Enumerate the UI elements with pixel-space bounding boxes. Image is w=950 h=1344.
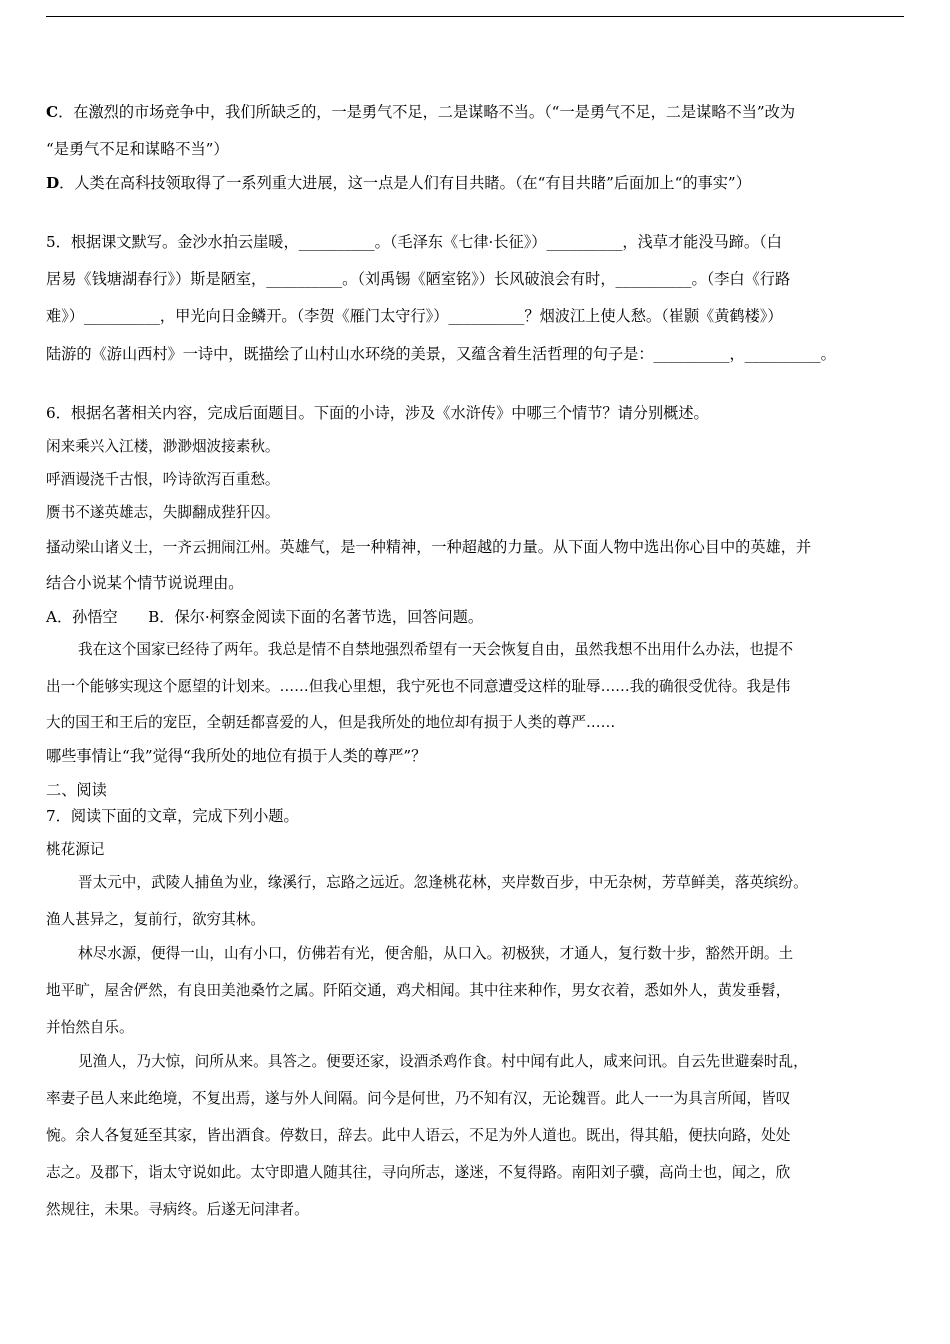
poem-line-4: 搔动梁山诸义士，一齐云拥闹江州。 (46, 539, 280, 556)
option-d-label: D (46, 174, 60, 192)
hero-question: 英雄气，是一种精神，一种超越的力量。从下面人物中选出你心目中的英雄，并 (279, 538, 812, 556)
para2-line-1: 林尽水源，便得一山，山有小口，仿佛若有光，便舍船，从口入。初极狭，才通人，复行数十步，豁然开朗。土 (78, 945, 794, 962)
q7-prompt: 7．阅读下面的文章，完成下列小题。 (46, 807, 299, 825)
q6-prompt: 6．根据名著相关内容，完成后面题目。下面的小诗，涉及《水浒传》中哪三个情节？请分别概述。 (46, 404, 709, 422)
para3-line-3: 惋。余人各复延至其家，皆出酒食。停数日，辞去。此中人语云，不足为外人道也。既出，得其船，便扶向路，处处 (46, 1127, 791, 1144)
option-c-label: C (46, 103, 59, 121)
article-title: 桃花源记 (46, 841, 105, 858)
header-rule (46, 16, 904, 17)
para3-line-1: 见渔人，乃大惊，问所从来。具答之。便要还家，设酒杀鸡作食。村中闻有此人，咸来问讯。自云先世避秦时乱， (78, 1053, 808, 1070)
para2-line-3: 并怡然自乐。 (46, 1019, 134, 1036)
q5-line4: 陆游的《游山西村》一诗中，既描绘了山村山水环绕的美景，又蕴含着生活哲理的句子是：__________，__________。 (46, 345, 836, 363)
hero-question-line2: 结合小说某个情节说说理由。 (46, 574, 244, 592)
para1-line-2: 渔人甚异之，复前行，欲穷其林。 (46, 911, 265, 928)
option-c-text: ．在激烈的市场竞争中，我们所缺乏的，一是勇气不足，二是谋略不当。（“一是勇气不足，二是谋略不当”改为 (58, 103, 796, 121)
para1-line-1: 晋太元中，武陵人捕鱼为业，缘溪行，忘路之远近。忽逢桃花林，夹岸数百步，中无杂树，芳草鲜美，落英缤纷。 (78, 874, 808, 891)
poem-line-4-with-hero-question (46, 537, 811, 558)
poem-line-3: 赝书不遂英雄志，失脚翻成狴犴囚。 (46, 504, 280, 521)
q4-option-c-line2: “是勇气不足和谋略不当”） (46, 140, 229, 158)
option-d-text: ．人类在高科技领取得了一系列重大进展，这一点是人们有目共睹。（在“有目共睹”后面加上“的事实”） (59, 174, 751, 192)
excerpt-line-2: 出一个能够实现这个愿望的计划来。……但我心里想，我宁死也不同意遭受这样的耻辱……我的确很受优待。我是伟 (46, 678, 791, 695)
q4-option-c-line1 (46, 102, 795, 122)
para3-line-5: 然规往，未果。寻病终。后遂无问津者。 (46, 1201, 309, 1218)
excerpt-line-3: 大的国王和王后的宠臣，全朝廷都喜爱的人，但是我所处的地位却有损于人类的尊严…… (46, 714, 616, 731)
para3-line-2: 率妻子邑人来此绝境，不复出焉，遂与外人间隔。问今是何世，乃不知有汉，无论魏晋。此人一一为具言所闻，皆叹 (46, 1090, 791, 1107)
q4-option-d-line1 (46, 173, 751, 193)
q5-line1: 5．根据课文默写。金沙水拍云崖暖，__________。（毛泽东《七律·长征》）__________，浅草才能没马蹄。（白 (46, 233, 782, 251)
q5-line2: 居易《钱塘湖春行》）斯是陋室，__________。（刘禹锡《陋室铭》）长风破浪会有时，__________。（李白《行路 (46, 270, 791, 288)
poem-line-2: 呼酒谩浇千古恨，吟诗欲泻百重愁。 (46, 471, 280, 488)
excerpt-line-1: 我在这个国家已经待了两年。我总是情不自禁地强烈希望有一天会恢复自由，虽然我想不出用什么办法，也提不 (78, 641, 794, 658)
hero-options: A．孙悟空 B．保尔·柯察金阅读下面的名著节选，回答问题。 (46, 608, 484, 626)
para2-line-2: 地平旷，屋舍俨然，有良田美池桑竹之属。阡陌交通，鸡犬相闻。其中往来种作，男女衣着，悉如外人，黄发垂髫， (46, 982, 791, 999)
q5-line3: 难》）__________，甲光向日金鳞开。（李贺《雁门太守行》）__________？烟波江上使人愁。（崔颢《黄鹤楼》） (46, 307, 783, 325)
poem-line-1: 闲来乘兴入江楼，渺渺烟波接素秋。 (46, 438, 280, 455)
para3-line-4: 志之。及郡下，诣太守说如此。太守即遣人随其往，寻向所志，遂迷，不复得路。南阳刘子骥，高尚士也，闻之，欣 (46, 1164, 791, 1181)
section-heading: 二、阅读 (46, 781, 107, 799)
excerpt-question: 哪些事情让“我”觉得“我所处的地位有损于人类的尊严”？ (46, 747, 427, 765)
